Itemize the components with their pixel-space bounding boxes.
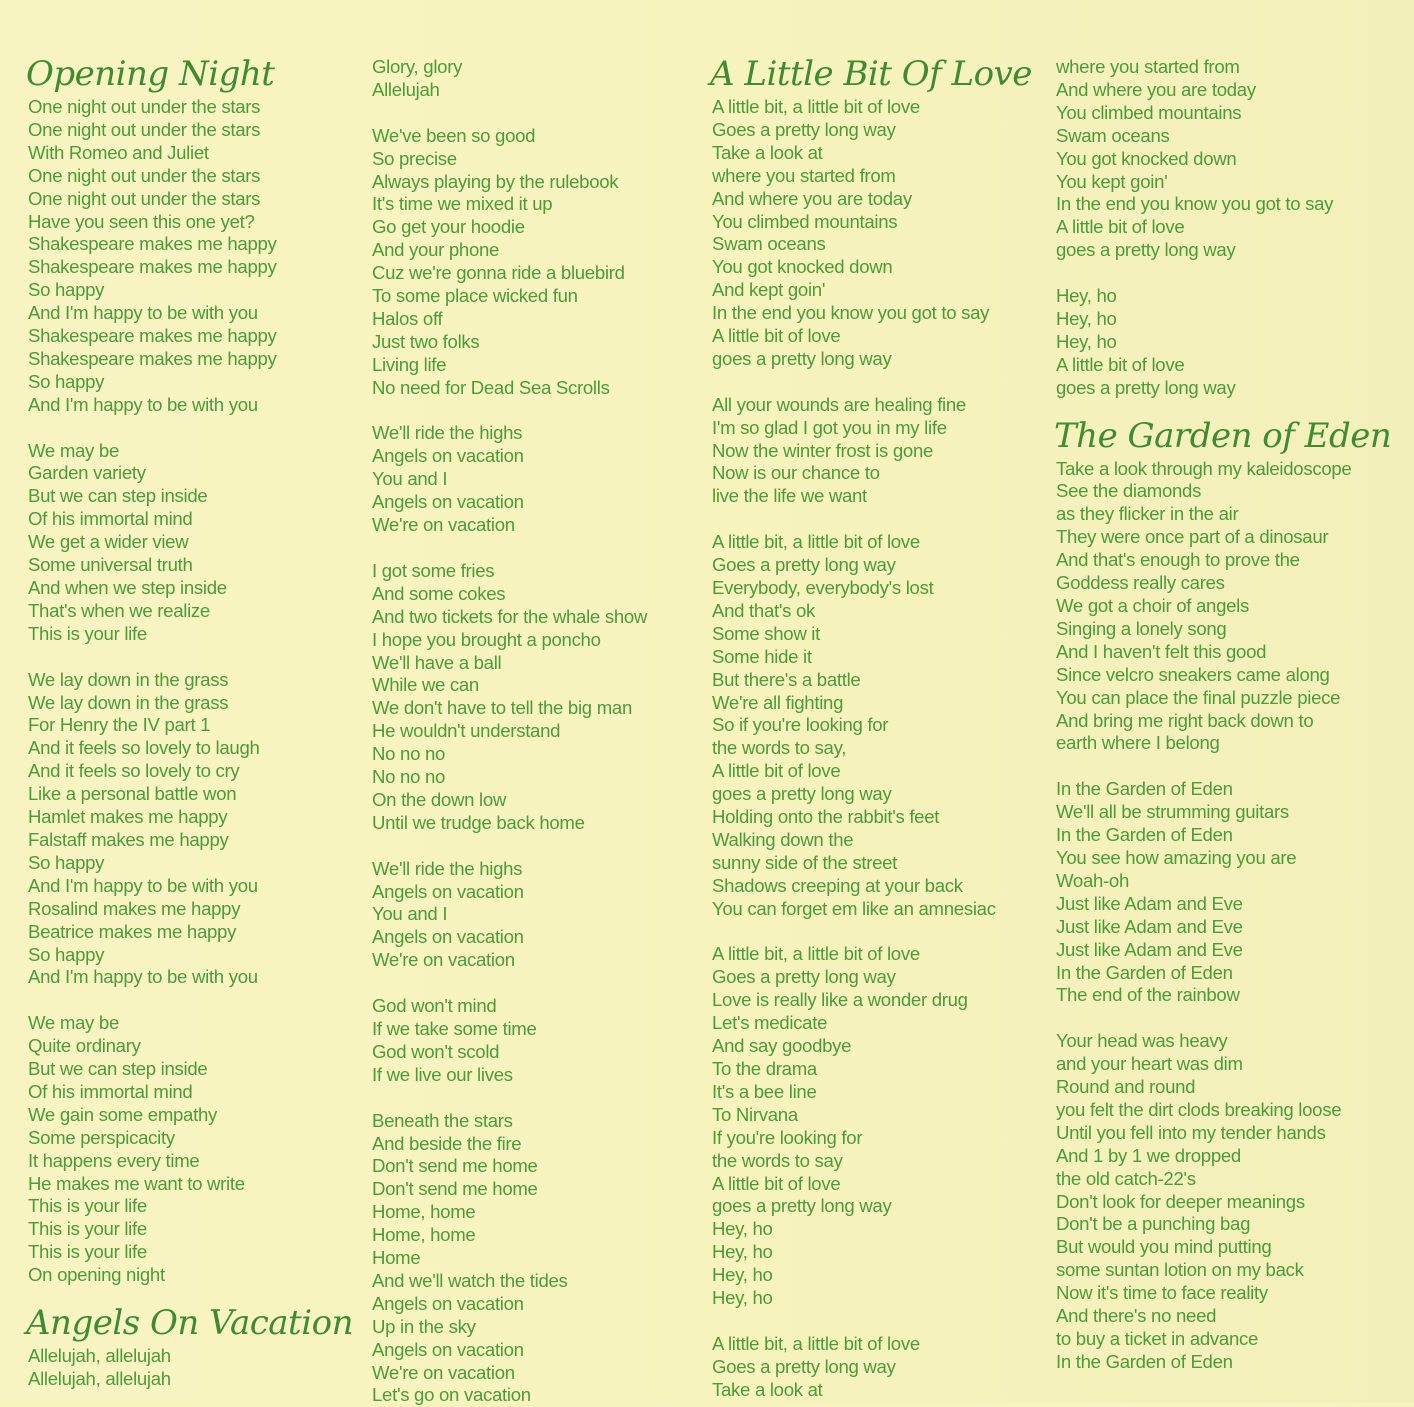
lyric-line: live the life we want	[712, 485, 867, 507]
lyric-line: You kept goin'	[1056, 170, 1168, 192]
stanza	[24, 440, 364, 646]
lyric-line: Hey, ho	[712, 1241, 773, 1263]
lyric-line: To the drama	[712, 1058, 817, 1080]
stanza	[368, 1110, 708, 1407]
lyric-line: On the down low	[372, 788, 507, 810]
lyric-line: Living life	[372, 353, 447, 375]
lyric-line: Just two folks	[372, 330, 480, 352]
lyric-line: And that's ok	[712, 599, 816, 621]
lyric-line: We got a choir of angels	[1056, 595, 1249, 617]
lyric-line: You climbed mountains	[712, 210, 898, 232]
lyric-line: You can forget em like an amnesiac	[712, 897, 996, 919]
lyric-line: Now it's time to face reality	[1056, 1282, 1268, 1304]
lyric-line: Some show it	[712, 622, 821, 644]
lyric-line: No no no	[372, 766, 446, 788]
lyric-line: some suntan lotion on my back	[1056, 1259, 1304, 1281]
lyric-line: Angels on vacation	[372, 880, 524, 902]
lyric-line: Allelujah, allelujah	[28, 1367, 171, 1389]
lyric-line: And I'm happy to be with you	[28, 966, 258, 988]
lyric-line: Goes a pretty long way	[712, 1355, 896, 1377]
lyric-line: One night out under the stars	[28, 118, 261, 140]
lyric-line: And say goodbye	[712, 1035, 852, 1057]
stanza	[708, 943, 1048, 1310]
lyric-line: I hope you brought a poncho	[372, 628, 601, 650]
lyric-line: And beside the fire	[372, 1132, 522, 1154]
lyric-line: Goes a pretty long way	[712, 966, 896, 988]
lyric-line: It's time we mixed it up	[372, 193, 553, 215]
lyric-line: Have you seen this one yet?	[28, 210, 255, 232]
lyric-line: On opening night	[28, 1264, 165, 1286]
lyric-line: Shadows creeping at your back	[712, 874, 963, 896]
lyric-line: and your heart was dim	[1056, 1053, 1243, 1075]
stanza-gap	[368, 972, 708, 995]
lyric-line: If you're looking for	[712, 1126, 863, 1148]
lyric-line: No no no	[372, 743, 446, 765]
lyric-line: We're all fighting	[712, 691, 844, 713]
stanza	[368, 560, 708, 835]
lyric-line: We may be	[28, 439, 119, 461]
stanza-gap	[1052, 1007, 1392, 1030]
lyric-line: A little bit of love	[712, 760, 841, 782]
lyric-line: But there's a battle	[712, 668, 861, 690]
lyric-line: A little bit of love	[712, 1172, 841, 1194]
lyric-line: God won't scold	[372, 1040, 500, 1062]
lyric-line: Allelujah	[372, 78, 440, 100]
lyrics-column-4	[1052, 56, 1392, 1374]
lyric-line: You got knocked down	[712, 256, 893, 278]
lyric-line: We lay down in the grass	[28, 668, 229, 690]
lyric-line: And your phone	[372, 239, 500, 261]
stanza-gap	[368, 400, 708, 423]
lyric-line: You and I	[372, 468, 448, 490]
lyric-line: We get a wider view	[28, 531, 189, 553]
stanza	[1052, 285, 1392, 400]
lyric-line: To some place wicked fun	[372, 285, 578, 307]
lyric-line: To Nirvana	[712, 1103, 798, 1125]
lyric-line: If we take some time	[372, 1017, 537, 1039]
lyric-line: Hey, ho	[712, 1218, 773, 1240]
lyric-line: And I'm happy to be with you	[28, 393, 258, 415]
lyric-line: No need for Dead Sea Scrolls	[372, 376, 610, 398]
lyric-line: Hey, ho	[1056, 285, 1117, 307]
lyric-line: This is your life	[28, 1218, 147, 1240]
lyric-line: Hey, ho	[1056, 307, 1117, 329]
lyric-line: And when we step inside	[28, 577, 227, 599]
lyrics-column-3	[708, 52, 1048, 1402]
lyric-line: as they flicker in the air	[1056, 503, 1239, 525]
stanza	[368, 125, 708, 400]
lyric-line: Angels on vacation	[372, 491, 524, 513]
lyric-line: And bring me right back down to	[1056, 709, 1314, 731]
stanza	[1052, 56, 1392, 262]
lyric-line: And I haven't felt this good	[1056, 640, 1267, 662]
lyric-line: We've been so good	[372, 124, 536, 146]
lyric-line: Don't send me home	[372, 1178, 538, 1200]
lyric-line: Don't look for deeper meanings	[1056, 1190, 1305, 1212]
lyric-line: The end of the rainbow	[1056, 984, 1240, 1006]
lyric-line: Holding onto the rabbit's feet	[712, 806, 940, 828]
lyric-line: Since velcro sneakers came along	[1056, 663, 1330, 685]
lyric-line: Shakespeare makes me happy	[28, 233, 277, 255]
lyric-line: A little bit of love	[712, 325, 841, 347]
lyric-line: Until we trudge back home	[372, 811, 585, 833]
stanza-gap	[24, 417, 364, 440]
lyric-line: We're on vacation	[372, 514, 515, 536]
lyric-line: Beneath the stars	[372, 1109, 513, 1131]
lyric-line: For Henry the IV part 1	[28, 714, 211, 736]
lyric-line: If we live our lives	[372, 1063, 513, 1085]
stanza-gap	[708, 371, 1048, 394]
stanza	[24, 1345, 364, 1391]
stanza-gap	[708, 1310, 1048, 1333]
lyric-line: you felt the dirt clods breaking loose	[1056, 1098, 1342, 1120]
lyric-line: And that's enough to prove the	[1056, 549, 1300, 571]
lyric-line: Your head was heavy	[1056, 1030, 1228, 1052]
lyric-line: It's a bee line	[712, 1080, 817, 1102]
lyric-line: Shakespeare makes me happy	[28, 256, 277, 278]
stanza-gap	[368, 102, 708, 125]
lyric-line: So happy	[28, 851, 105, 873]
stanza	[24, 669, 364, 990]
stanza	[1052, 1030, 1392, 1374]
lyric-line: Of his immortal mind	[28, 508, 193, 530]
lyric-line: Home	[372, 1247, 421, 1269]
lyric-line: And where you are today	[1056, 78, 1256, 100]
lyric-line: sunny side of the street	[712, 851, 898, 873]
lyric-line: All your wounds are healing fine	[712, 393, 966, 415]
lyric-line: Let's go on vacation	[372, 1384, 531, 1406]
lyric-line: Take a look at	[712, 1378, 823, 1400]
lyric-line: In the Garden of Eden	[1056, 824, 1233, 846]
lyric-line: Angels on vacation	[372, 445, 524, 467]
lyric-line: And I'm happy to be with you	[28, 302, 258, 324]
lyric-line: And 1 by 1 we dropped	[1056, 1144, 1241, 1166]
lyric-line: Angels on vacation	[372, 926, 524, 948]
lyric-line: One night out under the stars	[28, 187, 261, 209]
lyric-line: Falstaff makes me happy	[28, 828, 229, 850]
stanza-gap	[708, 921, 1048, 944]
lyric-line: Glory, glory	[372, 56, 463, 77]
lyric-line: Up in the sky	[372, 1315, 476, 1337]
lyric-line: Woah-oh	[1056, 869, 1130, 891]
lyric-line: We'll ride the highs	[372, 422, 523, 444]
lyric-line: And there's no need	[1056, 1305, 1217, 1327]
stanza	[708, 394, 1048, 509]
lyric-line: A little bit of love	[1056, 353, 1185, 375]
lyric-line: It happens every time	[28, 1149, 200, 1171]
lyric-line: So if you're looking for	[712, 714, 889, 736]
lyric-line: This is your life	[28, 622, 147, 644]
lyric-line: So precise	[372, 147, 457, 169]
lyric-line: See the diamonds	[1056, 480, 1202, 502]
lyric-line: This is your life	[28, 1195, 147, 1217]
lyric-line: One night out under the stars	[28, 164, 261, 186]
lyric-line: A little bit, a little bit of love	[712, 943, 920, 965]
lyric-line: That's when we realize	[28, 599, 210, 621]
lyric-line: Take a look at	[712, 141, 823, 163]
lyric-line: Home, home	[372, 1224, 476, 1246]
lyric-line: A little bit, a little bit of love	[712, 1332, 920, 1354]
stanza	[24, 1012, 364, 1287]
stanza	[1052, 778, 1392, 1007]
lyric-line: But we can step inside	[28, 485, 208, 507]
lyric-line: Love is really like a wonder drug	[712, 989, 968, 1011]
stanza-gap	[368, 1087, 708, 1110]
lyric-line: Rosalind makes me happy	[28, 897, 241, 919]
lyric-line: I'm so glad I got you in my life	[712, 416, 947, 438]
lyric-line: We'll ride the highs	[372, 857, 523, 879]
lyric-line: So happy	[28, 370, 105, 392]
lyric-line: We're on vacation	[372, 1361, 515, 1383]
lyric-line: Hamlet makes me happy	[28, 806, 228, 828]
song-title: The Garden of Eden	[1054, 415, 1392, 456]
lyric-line: A little bit, a little bit of love	[712, 96, 920, 117]
lyric-line: Hey, ho	[712, 1264, 773, 1286]
lyric-line: You see how amazing you are	[1056, 846, 1297, 868]
stanza	[708, 96, 1048, 371]
lyric-line: With Romeo and Juliet	[28, 141, 209, 163]
lyric-line: But would you mind putting	[1056, 1236, 1272, 1258]
lyric-line: He wouldn't understand	[372, 720, 561, 742]
stanza	[24, 96, 364, 417]
lyric-line: Go get your hoodie	[372, 216, 525, 238]
lyric-line: Hey, ho	[712, 1287, 773, 1309]
lyric-line: Let's medicate	[712, 1012, 828, 1034]
lyric-line: Singing a lonely song	[1056, 617, 1227, 639]
lyric-line: Goes a pretty long way	[712, 118, 896, 140]
stanza	[368, 56, 708, 102]
lyric-line: the words to say,	[712, 737, 847, 759]
lyric-line: And it feels so lovely to cry	[28, 760, 240, 782]
stanza-gap	[708, 508, 1048, 531]
stanza	[708, 531, 1048, 920]
lyric-line: And two tickets for the whale show	[372, 605, 648, 627]
lyric-line: Cuz we're gonna ride a bluebird	[372, 262, 625, 284]
stanza-gap	[368, 537, 708, 560]
stanza-gap	[24, 646, 364, 669]
lyric-line: We don't have to tell the big man	[372, 697, 632, 719]
lyric-line: Now is our chance to	[712, 462, 880, 484]
lyric-line: Swam oceans	[712, 233, 826, 255]
lyric-line: You can place the final puzzle piece	[1056, 686, 1341, 708]
lyric-line: goes a pretty long way	[712, 783, 892, 805]
lyric-line: In the end you know you got to say	[1056, 193, 1334, 215]
lyric-line: And I'm happy to be with you	[28, 874, 258, 896]
lyric-line: where you started from	[1056, 56, 1240, 77]
lyric-line: We gain some empathy	[28, 1103, 217, 1125]
lyric-line: Just like Adam and Eve	[1056, 915, 1243, 937]
lyric-line: Garden variety	[28, 462, 146, 484]
lyric-line: the words to say	[712, 1149, 843, 1171]
lyric-line: Shakespeare makes me happy	[28, 325, 277, 347]
lyric-line: Home, home	[372, 1201, 476, 1223]
lyric-line: You climbed mountains	[1056, 101, 1242, 123]
song-title: A Little Bit Of Love	[710, 54, 1032, 94]
lyric-line: Hey, ho	[1056, 330, 1117, 352]
lyric-line: You got knocked down	[1056, 147, 1237, 169]
lyric-line: And kept goin'	[712, 279, 826, 301]
lyric-line: Always playing by the rulebook	[372, 170, 619, 192]
lyric-line: Take a look through my kaleidoscope	[1056, 457, 1352, 479]
lyric-line: God won't mind	[372, 995, 497, 1017]
lyric-line: Some universal truth	[28, 554, 193, 576]
lyric-line: Now the winter frost is gone	[712, 439, 934, 461]
lyric-line: Of his immortal mind	[28, 1080, 193, 1102]
lyric-line: And where you are today	[712, 187, 912, 209]
lyric-line: goes a pretty long way	[712, 1195, 892, 1217]
lyric-line: Like a personal battle won	[28, 783, 237, 805]
stanza-gap	[24, 989, 364, 1012]
lyric-line: And it feels so lovely to laugh	[28, 737, 260, 759]
stanza	[368, 422, 708, 537]
lyric-line: So happy	[28, 943, 105, 965]
lyrics-column-2	[368, 56, 708, 1407]
stanza	[708, 1333, 1048, 1402]
lyric-line: But we can step inside	[28, 1058, 208, 1080]
lyric-line: While we can	[372, 674, 479, 696]
lyric-line: Some perspicacity	[28, 1126, 175, 1148]
stanza	[1052, 458, 1392, 756]
stanza-gap	[1052, 262, 1392, 285]
lyric-line: Round and round	[1056, 1076, 1196, 1098]
lyric-line: the old catch-22's	[1056, 1167, 1196, 1189]
lyric-line: I got some fries	[372, 559, 495, 581]
lyric-line: And we'll watch the tides	[372, 1269, 568, 1291]
lyric-line: You and I	[372, 903, 448, 925]
lyric-line: We'll all be strumming guitars	[1056, 801, 1289, 823]
lyric-line: Don't send me home	[372, 1155, 538, 1177]
stanza-gap	[368, 835, 708, 858]
lyric-line: One night out under the stars	[28, 96, 261, 117]
lyric-line: A little bit, a little bit of love	[712, 531, 920, 553]
lyric-line: Don't be a punching bag	[1056, 1213, 1251, 1235]
lyric-line: Halos off	[372, 307, 443, 329]
lyric-line: Just like Adam and Eve	[1056, 938, 1243, 960]
lyric-line: We may be	[28, 1012, 119, 1034]
lyric-line: Beatrice makes me happy	[28, 920, 237, 942]
lyric-line: Swam oceans	[1056, 124, 1170, 146]
lyric-line: We're on vacation	[372, 949, 515, 971]
lyric-line: We lay down in the grass	[28, 691, 229, 713]
lyric-line: This is your life	[28, 1241, 147, 1263]
lyric-line: A little bit of love	[1056, 216, 1185, 238]
lyric-line: He makes me want to write	[28, 1172, 245, 1194]
lyric-line: Allelujah, allelujah	[28, 1345, 171, 1367]
song-title: Angels On Vacation	[26, 1303, 353, 1344]
lyric-line: Everybody, everybody's lost	[712, 577, 934, 598]
stanza-gap	[1052, 755, 1392, 778]
lyric-line: In the Garden of Eden	[1056, 778, 1233, 800]
lyric-line: Angels on vacation	[372, 1292, 524, 1314]
lyric-line: And some cokes	[372, 582, 506, 604]
stanza	[368, 995, 708, 1087]
stanza	[368, 858, 708, 973]
lyric-line: Goes a pretty long way	[712, 554, 896, 576]
lyric-line: In the Garden of Eden	[1056, 1350, 1233, 1372]
lyric-line: They were once part of a dinosaur	[1056, 526, 1329, 548]
lyric-line: In the Garden of Eden	[1056, 961, 1233, 983]
lyric-line: Quite ordinary	[28, 1035, 141, 1057]
lyric-line: goes a pretty long way	[1056, 239, 1236, 261]
lyric-line: Shakespeare makes me happy	[28, 347, 277, 369]
lyric-line: goes a pretty long way	[712, 347, 892, 369]
lyric-line: We'll have a ball	[372, 651, 502, 673]
lyric-line: Some hide it	[712, 645, 812, 667]
lyric-line: where you started from	[712, 164, 896, 186]
lyric-line: to buy a ticket in advance	[1056, 1327, 1259, 1349]
song-title: Opening Night	[26, 54, 275, 94]
lyric-line: Until you fell into my tender hands	[1056, 1121, 1326, 1143]
lyric-line: Walking down the	[712, 828, 854, 850]
lyric-line: Goddess really cares	[1056, 572, 1225, 594]
lyric-line: In the end you know you got to say	[712, 302, 990, 324]
lyrics-column-1	[24, 52, 364, 1391]
lyric-line: earth where I belong	[1056, 732, 1220, 754]
lyric-line: goes a pretty long way	[1056, 376, 1236, 398]
lyric-line: Angels on vacation	[372, 1338, 524, 1360]
lyric-line: Just like Adam and Eve	[1056, 892, 1243, 914]
lyric-line: So happy	[28, 279, 105, 301]
